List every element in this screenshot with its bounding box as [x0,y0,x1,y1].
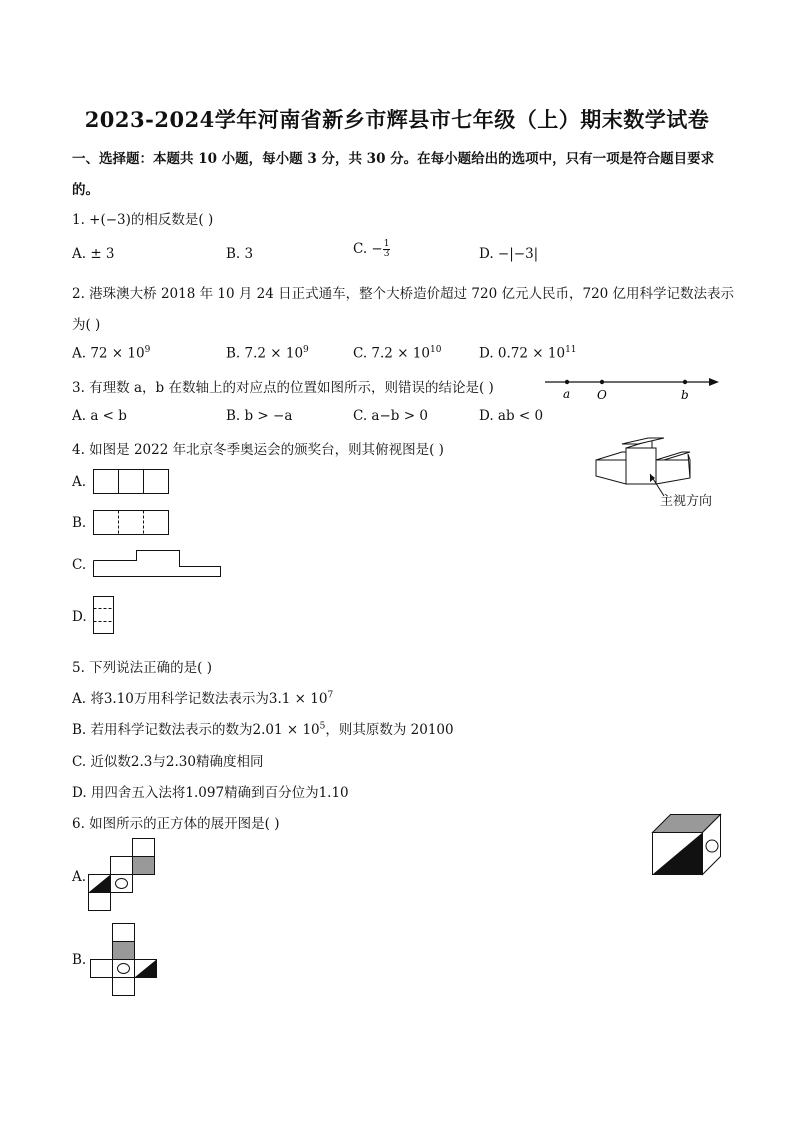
q5-option-b [72,718,454,738]
question-5-stem: 5. 下列说法正确的是( ) [72,660,212,676]
q6-option-a-net [88,838,158,914]
section-heading [72,147,714,167]
q5-option-b-base: B. 若用科学记数法表示的数为2.01 × 10 [72,722,320,738]
fraction-denominator: 3 [383,249,390,259]
q6-option-b-net [90,923,160,999]
q2-option-c-base: C. 7.2 × 10 [353,345,430,362]
q3-option-a: A. a < b [72,408,127,424]
q2-option-b [226,345,309,362]
cube-figure [652,812,724,876]
number-line-figure [545,372,725,402]
q4-option-a-figure [93,469,169,495]
q1-option-b: B. 3 [226,246,254,262]
q5-option-a [72,687,333,707]
q3-option-b: B. b > −a [226,408,293,424]
q1-option-c-prefix: C. − [353,241,383,257]
question-4-stem: 4. 如图是 2022 年北京冬季奥运会的颁奖台，则其俯视图是( ) [72,442,444,458]
q3-option-d: D. ab < 0 [479,408,544,424]
q1-option-c [353,240,390,259]
page-title: 2023-2024学年河南省新乡市辉县市七年级（上）期末数学试卷 [84,107,710,132]
q2-option-d-base: D. 0.72 × 10 [479,345,566,362]
q2-option-a-exponent: 9 [144,345,151,355]
fraction-numerator: 1 [383,239,390,249]
q4-option-d-figure [93,596,115,636]
q2-option-c-exponent: 10 [429,345,442,355]
q1-option-a: A. ± 3 [72,246,115,262]
question-6-stem: 6. 如图所示的正方体的展开图是( ) [72,816,280,832]
q4-option-c-figure [93,550,223,578]
q6-option-b: B. [72,952,87,968]
q5-option-d: D. 用四舍五入法将1.097精确到百分位为1.10 [72,785,349,801]
question-3-stem: 3. 有理数 a，b 在数轴上的对应点的位置如图所示，则错误的结论是( ) [72,380,494,396]
q4-option-b-figure [93,510,171,536]
q4-option-b: B. [72,515,87,531]
q5-option-b-exponent: 5 [319,721,326,732]
q2-option-a [72,345,150,362]
q4-option-c: C. [72,557,87,573]
q2-option-b-exponent: 9 [303,345,309,355]
q5-option-a-exponent: 7 [327,690,334,701]
q1-option-c-fraction [383,240,391,259]
q2-option-a-base: A. 72 × 10 [72,345,145,362]
section-heading-text: 一、选择题：本题共 10 小题，每小题 3 分，共 30 分。在每小题给出的选项中，只有一项是符合题目要求 [72,151,715,167]
q2-option-c [353,345,441,362]
question-2-stem: 2. 港珠澳大桥 2018 年 10 月 24 日正式通车，整个大桥造价超过 720 亿元人民币，720 亿用科学记数法表示 [72,286,735,302]
q5-option-a-base: A. 将3.10万用科学记数法表示为3.1 × 10 [72,691,328,707]
number-line-label-a: a [563,387,571,401]
section-heading-text-2: 的。 [72,182,99,198]
question-1-stem: 1. +(−3)的相反数是( ) [72,212,214,228]
number-line-label-b: b [681,388,689,402]
q2-option-d [479,345,577,362]
q1-option-d: D. −|−3| [479,246,539,262]
q4-option-a: A. [72,474,87,490]
q4-option-d: D. [72,609,87,625]
question-2-stem-cont: 为( ) [72,317,101,333]
section-heading-cont [72,178,99,198]
q3-option-c: C. a−b > 0 [353,408,428,424]
number-line-label-o: O [597,388,607,402]
q2-option-b-base: B. 7.2 × 10 [226,345,304,362]
q5-option-c: C. 近似数2.3与2.30精确度相同 [72,754,264,770]
q5-option-b-tail: ，则其原数为 20100 [325,722,454,738]
view-direction-label: 主视方向 [660,494,713,509]
q2-option-d-exponent: 11 [565,345,577,355]
q6-option-a: A. [72,869,87,885]
